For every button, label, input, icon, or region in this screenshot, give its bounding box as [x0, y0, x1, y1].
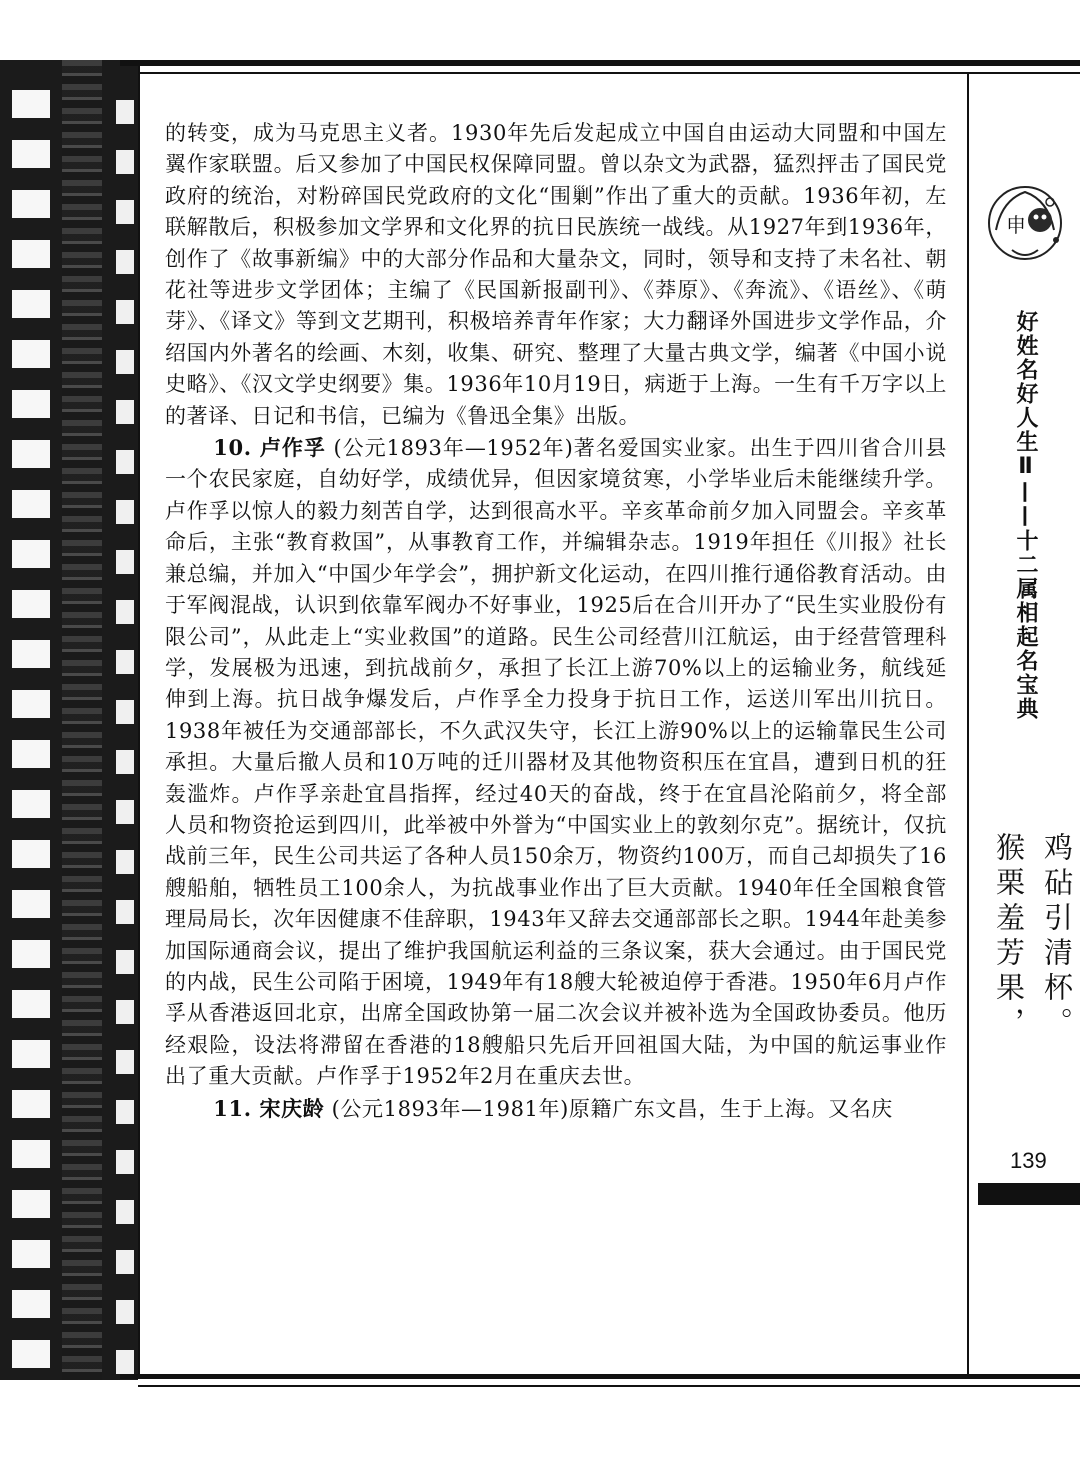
sprocket-hole — [12, 590, 50, 618]
top-rule-thin — [138, 72, 1080, 74]
sprocket-hole — [116, 1150, 134, 1174]
sprocket-hole — [12, 1040, 50, 1068]
sprocket-hole — [116, 1050, 134, 1074]
sprocket-hole — [12, 690, 50, 718]
sprocket-hole — [12, 1340, 50, 1368]
sprocket-hole — [12, 190, 50, 218]
entry-name: 11. 宋庆龄 — [213, 1095, 325, 1121]
sprocket-hole — [116, 200, 134, 224]
sprocket-hole — [116, 700, 134, 724]
sprocket-hole — [116, 250, 134, 274]
poem-couplet — [985, 832, 1080, 1132]
sprocket-hole — [12, 990, 50, 1018]
top-rule — [120, 60, 1080, 66]
sprocket-hole — [116, 650, 134, 674]
book-title-vertical: 好姓名好人生Ⅱ——十二属相起名宝典 — [1013, 310, 1038, 721]
sprocket-hole — [116, 900, 134, 924]
emblem-char: 申 — [1006, 213, 1026, 237]
sprocket-hole — [12, 440, 50, 468]
sprocket-hole — [116, 750, 134, 774]
sprocket-hole — [116, 450, 134, 474]
sprocket-hole — [12, 540, 50, 568]
sprocket-hole — [116, 800, 134, 824]
entry-text: (公元1893年—1981年)原籍广东文昌，生于上海。又名庆 — [324, 1096, 893, 1121]
sprocket-hole — [116, 300, 134, 324]
sprocket-hole — [116, 950, 134, 974]
sprocket-hole — [116, 850, 134, 874]
sprocket-hole — [116, 100, 134, 124]
sprocket-hole — [12, 1190, 50, 1218]
sprocket-hole — [12, 1090, 50, 1118]
sprocket-hole — [116, 600, 134, 624]
film-strip-decoration — [0, 60, 138, 1380]
sprocket-hole — [116, 500, 134, 524]
sprocket-hole — [12, 340, 50, 368]
sprocket-hole — [116, 150, 134, 174]
sprocket-hole — [116, 400, 134, 424]
page-number-bar — [978, 1183, 1080, 1205]
sprocket-hole — [12, 390, 50, 418]
sprocket-hole — [116, 1300, 134, 1324]
body-text — [165, 118, 947, 1125]
poem-line: 猴栗羞芳果， — [992, 832, 1026, 1042]
sprocket-hole — [12, 1240, 50, 1268]
sprocket-hole — [12, 490, 50, 518]
sprocket-hole — [116, 1100, 134, 1124]
entry-name: 10. 卢作孚 — [213, 435, 326, 461]
sprocket-hole — [116, 1200, 134, 1224]
entry-song-qingling — [165, 1093, 947, 1125]
sprocket-hole — [12, 140, 50, 168]
sprocket-hole — [12, 1290, 50, 1318]
bottom-rule — [120, 1374, 1080, 1379]
sprocket-hole — [116, 1250, 134, 1274]
sprocket-hole — [12, 290, 50, 318]
entry-text: (公元1893年—1952年)著名爱国实业家。出生于四川省合川县一个农民家庭，自幼好学，成绩优异，但因家境贫寒，小学毕业后未能继续升学。卢作孚以惊人的毅力刻苦自学，达到很高水平。辛亥革命前夕加入同盟会。辛亥革命后，主张“教育救国”，从事教育工作，并编辑杂志。1919年担任《川报》社长兼总编，并加入“中国少年学会”，拥护新文化运动，在四川推行通俗教育活动。由于军阀混战，认识到依靠军阀办不好事业，1925后在合川开办了“民生实业股份有限公司”，从此走上“实业救国”的道路。民生公司经营川江航运，由于经营管理科学，发展极为迅速，到抗战前夕，承担了长江上游70%以上的运输业务，航线延伸到上海。抗日战争爆发后，卢作孚全力投身于抗日工作，运送川军出川抗日。1938年被任为交通部部长，不久武汉失守，长江上游90%以上的运输靠民生公司承担。大量后撤人员和10万吨的迁川器材及其他物资积压在宜昌，遭到日机的狂轰滥炸。卢作孚亲赴宜昌指挥，经过40天的奋战，终于在宜昌沦陷前夕，将全部人员和物资抢运到四川，此举被中外誉为“中国实业上的敦刻尔克”。据统计，仅抗战前三年，民生公司共运了各种人员150余万，物资约100万，而自己却损失了16艘船舶，牺牲员工100余人，为抗战事业作出了巨大贡献。1940年任全国粮食管理局局长，次年因健康不佳辞职，1943年又辞去交通部部长之职。1944年赴美参加国际通商会议，提出了维护我国航运利益的三条议案，获大会通过。由于国民党的内战，民生公司陷于困境，1949年有18艘大轮被迫停于香港。1950年6月卢作孚从香港返回北京，出席全国政协第一届二次会议并被补选为全国政协委员。他历经艰险，设法将滞留在香港的18艘船只先后开回祖国大陆，为中国的航运事业作出了重大贡献。卢作孚于1952年2月在重庆去世。 — [165, 436, 948, 1089]
page-number: 139 — [1010, 1148, 1047, 1173]
entry-lu-zuofu — [165, 432, 947, 1093]
sprocket-hole — [116, 350, 134, 374]
sprocket-hole — [12, 790, 50, 818]
left-rule — [138, 66, 140, 1378]
sprocket-hole — [116, 1350, 134, 1374]
bottom-rule-thin — [138, 1385, 1080, 1387]
sprocket-hole — [12, 90, 50, 118]
sprocket-hole — [116, 550, 134, 574]
sprocket-hole — [12, 640, 50, 668]
sprocket-hole — [12, 940, 50, 968]
paragraph-lu-xun-continued: 的转变，成为马克思主义者。1930年先后发起成立中国自由运动大同盟和中国左翼作家联盟。后又参加了中国民权保障同盟。曾以杂文为武器，猛烈抨击了国民党政府的统治，对粉碎国民党政府的文化“围剿”作出了重大的贡献。1936年初，左联解散后，积极参加文学界和文化界的抗日民族统一战线。从1927年到1936年，创作了《故事新编》中的大部分作品和大量杂文，同时，领导和支持了未名社、朝花社等进步文学团体；主编了《民国新报副刊》、《莽原》、《奔流》、《语丝》、《萌芽》、《译文》等到文艺期刊，积极培养青年作家；大力翻译外国进步文学作品，介绍国内外著名的绘画、木刻，收集、研究、整理了大量古典文学，编著《中国小说史略》、《汉文学史纲要》集。1936年10月19日，病逝于上海。一生有千万字以上的著译、日记和书信，已编为《鲁迅全集》出版。 — [165, 121, 947, 428]
sprocket-hole — [12, 240, 50, 268]
sprocket-hole — [12, 1140, 50, 1168]
monkey-emblem-icon — [982, 180, 1068, 266]
column-rule — [967, 74, 969, 1374]
poem-line: 鸡砧引清杯。 — [1040, 832, 1074, 1042]
sprocket-hole — [12, 840, 50, 868]
sprocket-hole — [12, 740, 50, 768]
sprocket-hole — [12, 890, 50, 918]
sprocket-hole — [116, 1000, 134, 1024]
